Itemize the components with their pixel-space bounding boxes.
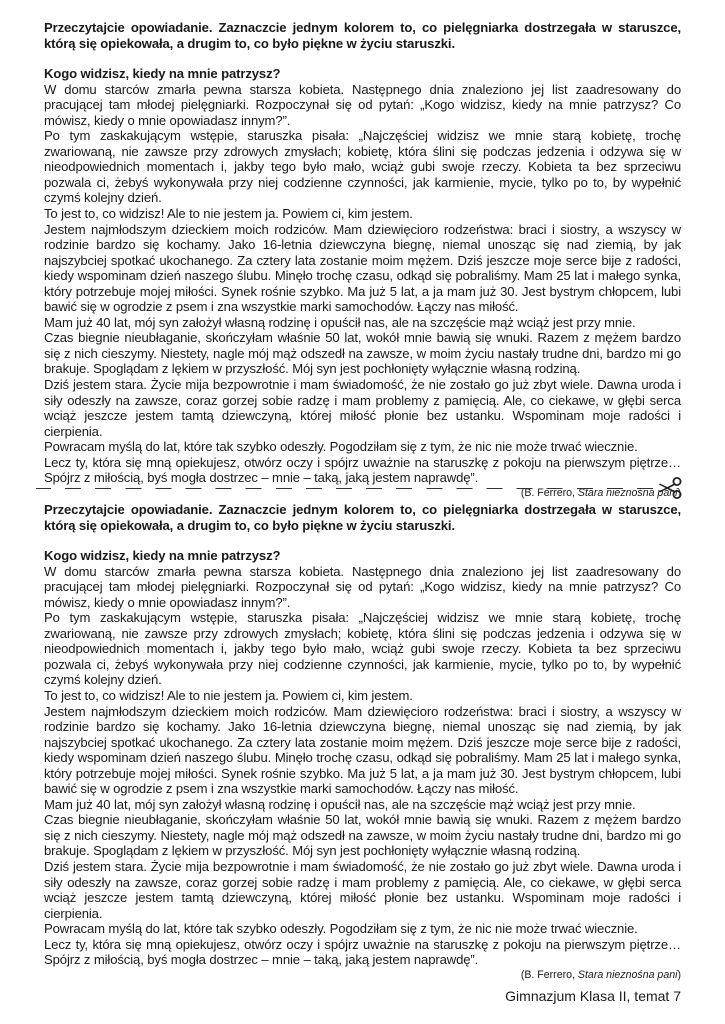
story-paragraph: Lecz ty, która się mną opiekujesz, otwórz oczy i spójrz uważnie na staruszkę z pokoju na pierwszym piętrze… Spójrz z miłością, byś mogła dostrzec – mnie – taką, jaką jestem naprawdę”.: [44, 936, 681, 968]
story-paragraph: Powracam myślą do lat, które tak szybko odeszły. Pogodziłam się z tym, że nic nie może trwać wiecznie.: [44, 439, 638, 455]
story-source: [44, 968, 681, 983]
story-paragraph: Czas biegnie nieubłaganie, skończyłam właśnie 50 lat, wokół mnie bawią się wnuki. Razem z mężem bardzo się z nich cieszymy. Niestety, nagle mój mąż odszedł na zawsze, w moim życiu nastały trudne dni, bardzo mi go brakuje. Spoglądam z lękiem w przyszłość. Mój syn jest pochłonięty wyłącznie własną rodziną.: [44, 330, 681, 377]
story-paragraph: To jest to, co widzisz! Ale to nie jestem ja. Powiem ci, kim jestem.: [44, 688, 413, 704]
story-paragraph: Czas biegnie nieubłaganie, skończyłam właśnie 50 lat, wokół mnie bawią się wnuki. Razem z mężem bardzo się z nich cieszymy. Niestety, nagle mój mąż odszedł na zawsze, w moim życiu nastały trudne dni, bardzo mi go brakuje. Spoglądam z lękiem w przyszłość. Mój syn jest pochłonięty wyłącznie własną rodziną.: [44, 812, 681, 859]
story-paragraph: Mam już 40 lat, mój syn założył własną rodzinę i opuścił nas, ale na szczęście mąż wciąż jest przy mnie.: [44, 796, 636, 812]
story-paragraph: Mam już 40 lat, mój syn założył własną rodzinę i opuścił nas, ale na szczęście mąż wciąż jest przy mnie.: [44, 314, 636, 330]
story-title: Kogo widzisz, kiedy na mnie patrzysz?: [44, 66, 281, 82]
story-paragraph: Jestem najmłodszym dzieckiem moich rodziców. Mam dziewięcioro rodzeństwa: braci i siostry, a wszyscy w rodzinie bardzo się kochamy. Jako 16-letnia dziewczyna biegnę, niemal unosząc się nad ziemią, by jak najszybciej spotkać ukochanego. Za cztery lata zostanie moim mężem. Dziś jeszcze moje serce bije z radości, kiedy wspominam dzień naszego ślubu. Minęło trochę czasu, odkąd się pobraliśmy. Mam 25 lat i małego synka, który potrzebuje mojej miłości. Synek rośnie szybko. Ma już 5 lat, a ja mam już 30. Jest bystrym chłopcem, lubi bawić się w ogrodzie z psem i zna wszystkie marki samochodów. Łączy nas miłość.: [44, 703, 681, 797]
instruction-text: Przeczytajcie opowiadanie. Zaznaczcie jednym kolorem to, co pielęgniarka dostrzegała w staruszce, którą się opiekowała, a drugim to, co było piękne w życiu staruszki.: [44, 20, 681, 51]
story-paragraph: Po tym zaskakującym wstępie, staruszka pisała: „Najczęściej widzisz we mnie starą kobietę, trochę zwariowaną, nie zawsze przy zdrowych zmysłach; kobietę, która ślini się podczas jedzenia i odzywa się w nieodpowiednich momentach i, jakby tego było mało, wciąż gubi swoje rzeczy. Kobieta ta bez sprzeciwu pozwala ci, żebyś wykonywała przy niej codzienne czynności, jak karmienie, mycie, tylko po to, by wypełnić czymś kolejny dzień.: [44, 610, 681, 688]
source-title: Stara nieznośna pani: [577, 968, 678, 981]
source-title: Stara nieznośna pani: [577, 486, 678, 499]
story-paragraph: W domu starców zmarła pewna starsza kobieta. Następnego dnia znaleziono jej list zaadresowany do pracującej tam młodej pielęgniarki. Rozpoczynał się od pytań: „Kogo widzisz, kiedy na mnie patrzysz? Co mówisz, kiedy o mnie opowiadasz innym?”.: [44, 81, 681, 128]
source-prefix: (B. Ferrero,: [520, 968, 578, 981]
page-footer: Gimnazjum Klasa II, temat 7: [505, 988, 681, 1004]
cut-line-divider: [36, 488, 654, 489]
source-suffix: ): [677, 968, 681, 981]
worksheet-copy-top: [44, 20, 681, 501]
source-prefix: (B. Ferrero,: [520, 486, 578, 499]
worksheet-copy-bottom: [44, 502, 681, 983]
instruction-text: Przeczytajcie opowiadanie. Zaznaczcie jednym kolorem to, co pielęgniarka dostrzegała w staruszce, którą się opiekowała, a drugim to, co było piękne w życiu staruszki.: [44, 502, 681, 533]
story-title: Kogo widzisz, kiedy na mnie patrzysz?: [44, 548, 281, 564]
source-suffix: ): [677, 486, 681, 499]
story-paragraph: Po tym zaskakującym wstępie, staruszka pisała: „Najczęściej widzisz we mnie starą kobietę, trochę zwariowaną, nie zawsze przy zdrowych zmysłach; kobietę, która ślini się podczas jedzenia i odzywa się w nieodpowiednich momentach i, jakby tego było mało, wciąż gubi swoje rzeczy. Kobieta ta bez sprzeciwu pozwala ci, żebyś wykonywała przy niej codzienne czynności, jak karmienie, mycie, tylko po to, by wypełnić czymś kolejny dzień.: [44, 128, 681, 206]
story-paragraph: Powracam myślą do lat, które tak szybko odeszły. Pogodziłam się z tym, że nic nie może trwać wiecznie.: [44, 921, 638, 937]
story-paragraph: Lecz ty, która się mną opiekujesz, otwórz oczy i spójrz uważnie na staruszkę z pokoju na pierwszym piętrze… Spójrz z miłością, byś mogła dostrzec – mnie – taką, jaką jestem naprawdę”.: [44, 454, 681, 486]
scissors-icon: [657, 476, 683, 500]
story-paragraph: Jestem najmłodszym dzieckiem moich rodziców. Mam dziewięcioro rodzeństwa: braci i siostry, a wszyscy w rodzinie bardzo się kochamy. Jako 16-letnia dziewczyna biegnę, niemal unosząc się nad ziemią, by jak najszybciej spotkać ukochanego. Za cztery lata zostanie moim mężem. Dziś jeszcze moje serce bije z radości, kiedy wspominam dzień naszego ślubu. Minęło trochę czasu, odkąd się pobraliśmy. Mam 25 lat i małego synka, który potrzebuje mojej miłości. Synek rośnie szybko. Ma już 5 lat, a ja mam już 30. Jest bystrym chłopcem, lubi bawić się w ogrodzie z psem i zna wszystkie marki samochodów. Łączy nas miłość.: [44, 221, 681, 315]
story-paragraph: Dziś jestem stara. Życie mija bezpowrotnie i mam świadomość, że nie zostało go już zbyt wiele. Dawna uroda i siły odeszły na zawsze, coraz gorzej sobie radzę i mam problemy z pamięcią. Ale, co ciekawe, w głębi serca wciąż jeszcze jestem tamtą dziewczyną, której miłość płonie bez ustanku. Wspominam moje radości i cierpienia.: [44, 377, 681, 439]
story-paragraph: To jest to, co widzisz! Ale to nie jestem ja. Powiem ci, kim jestem.: [44, 206, 413, 222]
story-paragraph: W domu starców zmarła pewna starsza kobieta. Następnego dnia znaleziono jej list zaadresowany do pracującej tam młodej pielęgniarki. Rozpoczynał się od pytań: „Kogo widzisz, kiedy na mnie patrzysz? Co mówisz, kiedy o mnie opowiadasz innym?”.: [44, 563, 681, 610]
story-paragraph: Dziś jestem stara. Życie mija bezpowrotnie i mam świadomość, że nie zostało go już zbyt wiele. Dawna uroda i siły odeszły na zawsze, coraz gorzej sobie radzę i mam problemy z pamięcią. Ale, co ciekawe, w głębi serca wciąż jeszcze jestem tamtą dziewczyną, której miłość płonie bez ustanku. Wspominam moje radości i cierpienia.: [44, 859, 681, 921]
